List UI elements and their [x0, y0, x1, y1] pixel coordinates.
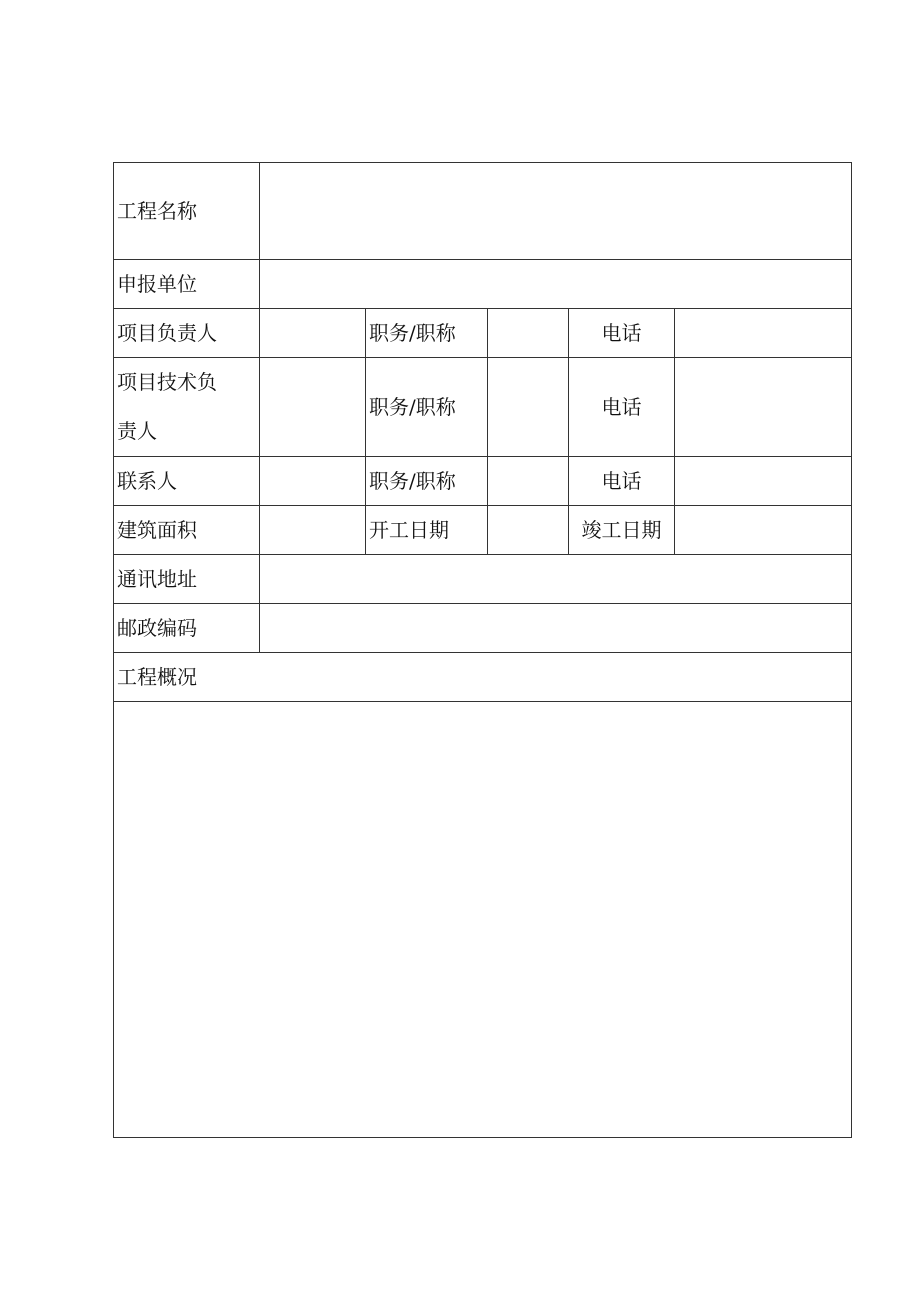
row-overview-body [114, 702, 852, 1138]
project-lead-title-label: 职务/职称 [366, 309, 488, 358]
project-name-label: 工程名称 [114, 163, 260, 260]
project-lead-title-field[interactable] [488, 309, 569, 358]
project-lead-phone-field[interactable] [675, 309, 852, 358]
completion-date-field[interactable] [675, 506, 852, 555]
building-area-field[interactable] [260, 506, 366, 555]
start-date-field[interactable] [488, 506, 569, 555]
tech-lead-field[interactable] [260, 358, 366, 457]
tech-lead-phone-field[interactable] [675, 358, 852, 457]
tech-lead-title-field[interactable] [488, 358, 569, 457]
tech-lead-label [114, 358, 260, 457]
contact-title-label: 职务/职称 [366, 457, 488, 506]
project-lead-phone-label: 电话 [569, 309, 675, 358]
completion-date-label: 竣工日期 [569, 506, 675, 555]
row-project-lead [114, 309, 852, 358]
contact-phone-field[interactable] [675, 457, 852, 506]
contact-title-field[interactable] [488, 457, 569, 506]
row-postal-code [114, 604, 852, 653]
tech-lead-phone-label: 电话 [569, 358, 675, 457]
tech-lead-title-label: 职务/职称 [366, 358, 488, 457]
row-project-name [114, 163, 852, 260]
start-date-label: 开工日期 [366, 506, 488, 555]
project-lead-label: 项目负责人 [114, 309, 260, 358]
row-tech-lead [114, 358, 852, 457]
address-field[interactable] [260, 555, 852, 604]
address-label: 通讯地址 [114, 555, 260, 604]
contact-label: 联系人 [114, 457, 260, 506]
applicant-unit-label: 申报单位 [114, 260, 260, 309]
postal-code-label: 邮政编码 [114, 604, 260, 653]
row-overview-heading [114, 653, 852, 702]
tech-lead-label-line2: 责人 [117, 419, 157, 443]
row-address [114, 555, 852, 604]
row-building-area [114, 506, 852, 555]
project-application-form [113, 162, 852, 1138]
tech-lead-label-line1: 项目技术负 [117, 370, 217, 394]
project-lead-field[interactable] [260, 309, 366, 358]
overview-field[interactable] [114, 702, 852, 1138]
postal-code-field[interactable] [260, 604, 852, 653]
contact-phone-label: 电话 [569, 457, 675, 506]
building-area-label: 建筑面积 [114, 506, 260, 555]
overview-label: 工程概况 [114, 653, 852, 702]
row-applicant-unit [114, 260, 852, 309]
applicant-unit-field[interactable] [260, 260, 852, 309]
project-name-field[interactable] [260, 163, 852, 260]
row-contact [114, 457, 852, 506]
contact-field[interactable] [260, 457, 366, 506]
